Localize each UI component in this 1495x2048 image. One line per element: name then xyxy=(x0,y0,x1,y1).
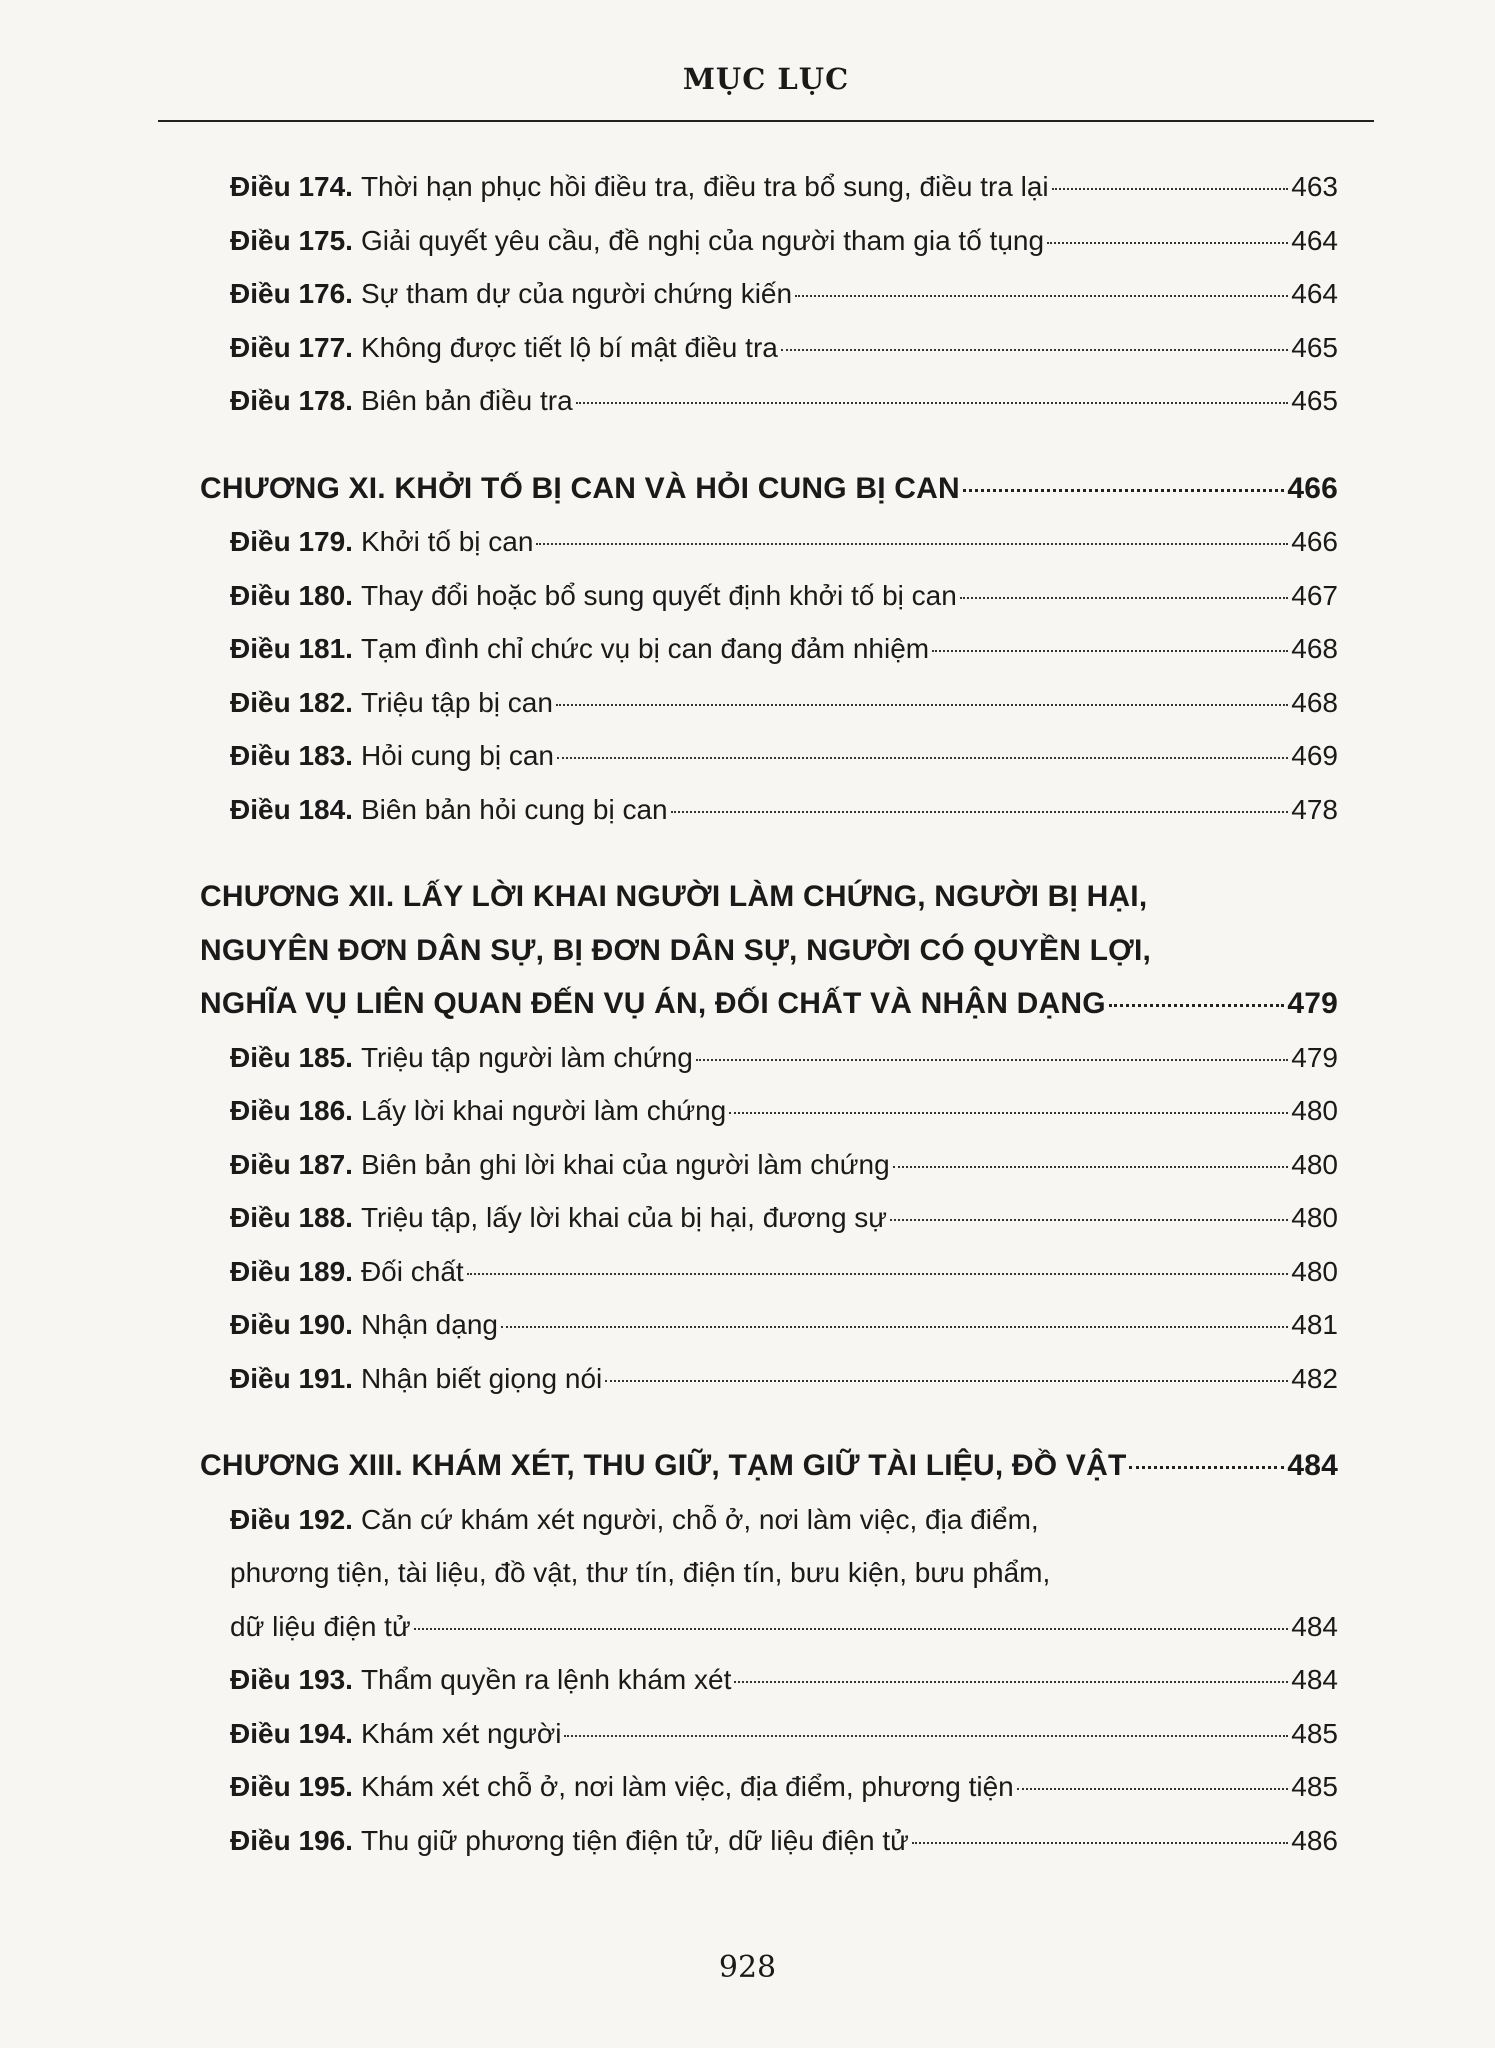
article-number: Điều 185. xyxy=(230,1041,353,1073)
article-page: 482 xyxy=(1291,1362,1338,1394)
article-page: 485 xyxy=(1291,1771,1338,1802)
article-page: 468 xyxy=(1291,686,1338,718)
article-page: 464 xyxy=(1291,224,1338,256)
article-number: Điều 188. xyxy=(230,1202,353,1233)
toc-entry[interactable] xyxy=(200,1138,1338,1192)
chapter-spacer xyxy=(200,1405,1338,1439)
chapter-page: 466 xyxy=(1287,471,1338,505)
dot-leader xyxy=(696,1059,1288,1061)
toc-entry[interactable] xyxy=(200,1245,1338,1299)
dot-leader xyxy=(932,650,1288,652)
toc-entry[interactable] xyxy=(200,1493,1338,1654)
dot-leader xyxy=(605,1380,1288,1382)
article-title-continued: phương tiện, tài liệu, đồ vật, thư tín, điện tín, bưu kiện, bưu phẩm, xyxy=(230,1557,1051,1588)
article-title: Triệu tập bị can xyxy=(360,686,553,718)
article-title: Thu giữ phương tiện điện tử, dữ liệu điện tử xyxy=(360,1824,909,1856)
article-title: Nhận biết giọng nói xyxy=(360,1362,603,1394)
dot-leader xyxy=(1017,1788,1289,1790)
article-page: 463 xyxy=(1291,171,1338,202)
toc-entry[interactable] xyxy=(200,1298,1338,1352)
article-page: 485 xyxy=(1291,1717,1338,1749)
toc-entry[interactable] xyxy=(200,321,1338,375)
article-page: 478 xyxy=(1291,793,1338,825)
dot-leader xyxy=(912,1842,1288,1844)
article-title: Khám xét chỗ ở, nơi làm việc, địa điểm, phương tiện xyxy=(360,1771,1014,1802)
article-title: Căn cứ khám xét người, chỗ ở, nơi làm việc, địa điểm, xyxy=(360,1503,1039,1535)
article-number: Điều 178. xyxy=(230,385,353,416)
article-number: Điều 196. xyxy=(230,1824,353,1856)
article-title: Biên bản hỏi cung bị can xyxy=(360,793,668,825)
entry-first-line xyxy=(230,1493,1338,1547)
dot-leader xyxy=(795,295,1288,297)
article-title: Giải quyết yêu cầu, đề nghị của người tham gia tố tụng xyxy=(360,224,1045,256)
dot-leader xyxy=(501,1326,1288,1328)
chapter-page: 479 xyxy=(1287,987,1338,1020)
chapter-title: CHƯƠNG XIII. KHÁM XÉT, THU GIỮ, TẠM GIỮ TÀI LIỆU, ĐỒ VẬT xyxy=(200,1449,1127,1482)
article-page: 486 xyxy=(1291,1824,1338,1856)
article-number: Điều 190. xyxy=(230,1309,353,1340)
article-number: Điều 194. xyxy=(230,1717,353,1749)
article-number: Điều 184. xyxy=(230,793,353,825)
chapter-heading[interactable] xyxy=(200,1439,1338,1493)
article-title-end: dữ liệu điện tử xyxy=(230,1610,411,1642)
article-number: Điều 183. xyxy=(230,740,353,771)
dot-leader xyxy=(557,757,1288,759)
article-page: 466 xyxy=(1291,526,1338,557)
article-number: Điều 179. xyxy=(230,526,353,557)
article-number: Điều 180. xyxy=(230,579,353,611)
article-title: Triệu tập, lấy lời khai của bị hại, đương sự xyxy=(360,1202,888,1233)
article-number: Điều 191. xyxy=(230,1362,353,1394)
article-title: Thời hạn phục hồi điều tra, điều tra bổ sung, điều tra lại xyxy=(360,171,1049,202)
article-title: Đối chất xyxy=(360,1255,464,1287)
article-number: Điều 193. xyxy=(230,1664,353,1695)
chapter-page: 484 xyxy=(1287,1449,1338,1482)
article-number: Điều 195. xyxy=(230,1771,353,1802)
article-page: 480 xyxy=(1291,1255,1338,1287)
article-page: 484 xyxy=(1291,1610,1338,1642)
dot-leader xyxy=(556,704,1288,706)
toc-entry[interactable] xyxy=(200,729,1338,783)
toc-entry[interactable] xyxy=(200,1352,1338,1406)
toc-entry[interactable] xyxy=(200,1031,1338,1085)
dot-leader xyxy=(467,1273,1289,1275)
dot-leader xyxy=(564,1735,1288,1737)
article-page: 465 xyxy=(1291,331,1338,363)
article-title: Triệu tập người làm chứng xyxy=(360,1041,693,1073)
article-title: Khởi tố bị can xyxy=(360,526,534,557)
entry-last-line xyxy=(230,1600,1338,1654)
toc-entry[interactable] xyxy=(200,214,1338,268)
toc-entry[interactable] xyxy=(200,1814,1338,1868)
toc-entry[interactable] xyxy=(200,1653,1338,1707)
article-page: 469 xyxy=(1291,740,1338,771)
article-title: Tạm đình chỉ chức vụ bị can đang đảm nhiệm xyxy=(360,633,930,664)
article-number: Điều 177. xyxy=(230,331,353,363)
article-page: 468 xyxy=(1291,633,1338,664)
dot-leader xyxy=(1109,1004,1285,1007)
article-page: 481 xyxy=(1291,1309,1338,1340)
dot-leader xyxy=(781,349,1288,351)
article-page: 484 xyxy=(1291,1664,1338,1695)
dot-leader xyxy=(671,811,1289,813)
chapter-title-line: CHƯƠNG XII. LẤY LỜI KHAI NGƯỜI LÀM CHỨNG, NGƯỜI BỊ HẠI, xyxy=(200,880,1148,913)
article-title: Biên bản ghi lời khai của người làm chứng xyxy=(360,1148,890,1180)
dot-leader xyxy=(960,597,1288,599)
article-page: 465 xyxy=(1291,385,1338,416)
table-of-contents xyxy=(200,160,1338,1867)
dot-leader xyxy=(1052,188,1289,190)
article-title: Lấy lời khai người làm chứng xyxy=(360,1095,727,1126)
article-title: Sự tham dự của người chứng kiến xyxy=(360,278,793,309)
page-number: 928 xyxy=(718,1950,777,1985)
dot-leader xyxy=(890,1219,1288,1221)
page-header-title: MỤC LỤC xyxy=(682,62,850,96)
dot-leader xyxy=(893,1166,1289,1168)
article-page: 480 xyxy=(1291,1095,1338,1126)
article-title: Thẩm quyền ra lệnh khám xét xyxy=(360,1664,732,1695)
article-number: Điều 181. xyxy=(230,633,353,664)
toc-entry[interactable] xyxy=(200,1760,1338,1814)
dot-leader xyxy=(414,1628,1289,1630)
article-title: Hỏi cung bị can xyxy=(360,740,554,771)
toc-entry[interactable] xyxy=(200,622,1338,676)
toc-entry[interactable] xyxy=(200,374,1338,428)
dot-leader xyxy=(1129,1466,1284,1469)
article-page: 479 xyxy=(1291,1041,1338,1073)
chapter-spacer xyxy=(200,836,1338,870)
article-page: 480 xyxy=(1291,1202,1338,1233)
toc-entry[interactable] xyxy=(200,783,1338,837)
dot-leader xyxy=(536,543,1288,545)
toc-entry[interactable] xyxy=(200,515,1338,569)
dot-leader xyxy=(734,1681,1288,1683)
article-page: 467 xyxy=(1291,579,1338,611)
article-number: Điều 176. xyxy=(230,278,353,309)
chapter-title: CHƯƠNG XI. KHỞI TỐ BỊ CAN VÀ HỎI CUNG BỊ CAN xyxy=(200,471,960,505)
dot-leader xyxy=(729,1112,1288,1114)
dot-leader xyxy=(576,402,1289,404)
chapter-title-line: NGUYÊN ĐƠN DÂN SỰ, BỊ ĐƠN DÂN SỰ, NGƯỜI CÓ QUYỀN LỢI, xyxy=(200,933,1152,967)
article-page: 464 xyxy=(1291,278,1338,309)
article-title: Không được tiết lộ bí mật điều tra xyxy=(360,331,778,363)
article-number: Điều 186. xyxy=(230,1095,353,1126)
article-title: Biên bản điều tra xyxy=(360,385,573,416)
header-rule xyxy=(158,120,1374,122)
toc-entry[interactable] xyxy=(200,676,1338,730)
toc-entry[interactable] xyxy=(200,569,1338,623)
dot-leader xyxy=(963,489,1284,492)
article-title: Thay đổi hoặc bổ sung quyết định khởi tố bị can xyxy=(360,579,957,611)
article-page: 480 xyxy=(1291,1148,1338,1180)
chapter-heading[interactable] xyxy=(200,462,1338,516)
chapter-title-last-line xyxy=(200,977,1338,1031)
toc-entry[interactable] xyxy=(200,1084,1338,1138)
article-number: Điều 174. xyxy=(230,171,353,202)
toc-entry[interactable] xyxy=(200,1191,1338,1245)
article-title: Nhận dạng xyxy=(360,1309,498,1340)
chapter-spacer xyxy=(200,428,1338,462)
article-number: Điều 192. xyxy=(230,1503,353,1535)
article-number: Điều 175. xyxy=(230,224,353,256)
toc-entry[interactable] xyxy=(200,1707,1338,1761)
toc-entry[interactable] xyxy=(200,267,1338,321)
chapter-title-last-line xyxy=(200,462,1338,516)
article-number: Điều 189. xyxy=(230,1255,353,1287)
toc-entry[interactable] xyxy=(200,160,1338,214)
dot-leader xyxy=(1047,242,1288,244)
article-number: Điều 187. xyxy=(230,1148,353,1180)
chapter-title: NGHĨA VỤ LIÊN QUAN ĐẾN VỤ ÁN, ĐỐI CHẤT VÀ NHẬN DẠNG xyxy=(200,987,1106,1020)
article-title: Khám xét người xyxy=(360,1717,562,1749)
chapter-title-last-line xyxy=(200,1439,1338,1493)
article-number: Điều 182. xyxy=(230,686,353,718)
chapter-heading[interactable] xyxy=(200,870,1338,1031)
